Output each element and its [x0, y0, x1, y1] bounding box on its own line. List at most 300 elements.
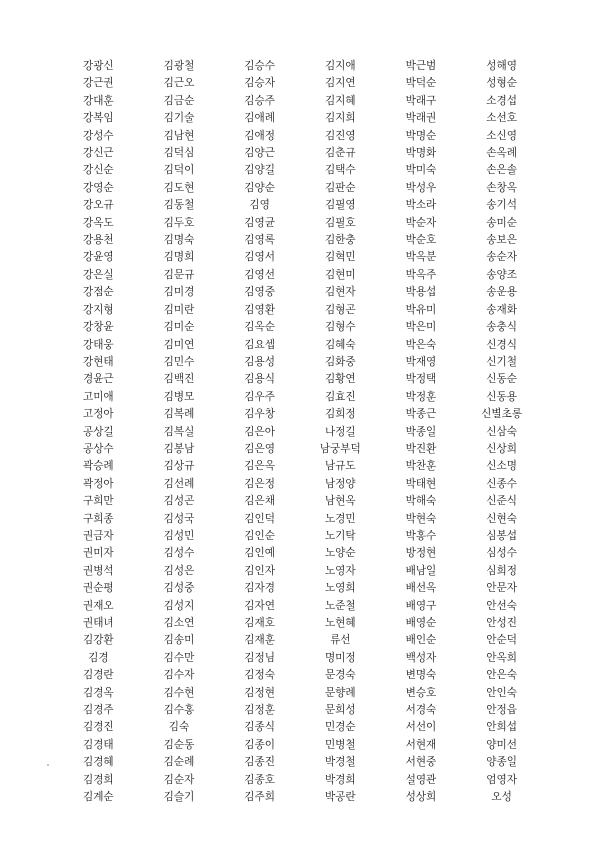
table-row [58, 58, 542, 75]
name-cell: 박용섭 [405, 286, 437, 299]
name-cell: 김은영 [244, 442, 275, 455]
name-cell: 김희정 [324, 408, 356, 421]
name-cell: 김선례 [163, 477, 195, 490]
name-cell: 김영균 [244, 216, 275, 229]
name-cell: 문희성 [324, 704, 356, 717]
name-cell: 김용성 [244, 355, 275, 368]
name-cell: 박경철 [324, 756, 356, 769]
name-cell: 소경섭 [486, 94, 517, 107]
name-cell: 김광철 [163, 60, 195, 72]
name-cell: 엄영자 [486, 773, 517, 786]
name-cell: 김순동 [163, 738, 195, 751]
name-cell: 서경숙 [405, 704, 437, 717]
name-cell: 김인자 [244, 564, 275, 577]
name-cell: 서현재 [405, 738, 437, 751]
name-cell: 박옥분 [405, 251, 437, 264]
name-cell: 김동철 [163, 199, 195, 212]
name-cell: 김요셉 [244, 338, 275, 351]
name-cell: 신현숙 [486, 512, 517, 525]
name-cell: 소신영 [486, 129, 517, 142]
name-cell: 박명순 [405, 129, 437, 142]
name-cell: 문경숙 [324, 669, 356, 682]
name-cell: 성형순 [486, 77, 517, 90]
table-row [58, 563, 542, 580]
name-cell: 김순례 [163, 756, 195, 769]
name-cell: 김정현 [244, 686, 275, 699]
table-row [58, 371, 542, 388]
name-cell: 손창옥 [486, 181, 517, 194]
name-cell: 박순호 [405, 234, 437, 247]
table-row [58, 754, 542, 771]
name-cell: 명미정 [324, 651, 356, 664]
name-cell: 김지애 [324, 60, 356, 72]
name-cell: 김명숙 [163, 234, 195, 247]
table-row [58, 441, 542, 458]
name-cell: 방정현 [405, 547, 437, 560]
name-cell: 민병철 [324, 738, 356, 751]
name-cell: 안문자 [486, 582, 517, 595]
table-row [58, 145, 542, 162]
name-cell: 김효진 [324, 390, 356, 403]
name-cell: 손은솔 [486, 164, 517, 177]
name-cell: 양종일 [486, 756, 517, 769]
name-cell: 김자경 [244, 582, 275, 595]
name-cell: 박옥주 [405, 268, 437, 281]
name-cell: 김성국 [163, 512, 195, 525]
name-cell: 김애정 [244, 129, 275, 142]
name-cell: 김은옥 [244, 460, 275, 473]
name-cell: 강창윤 [82, 321, 114, 334]
name-cell: 안정읍 [486, 704, 517, 717]
name-cell: 강태웅 [82, 338, 114, 351]
name-cell: 노준철 [324, 599, 356, 612]
name-cell: 박홍수 [405, 529, 437, 542]
table-row [58, 458, 542, 475]
name-cell: 박경희 [324, 773, 356, 786]
table-row [58, 789, 542, 806]
name-cell: 김정훈 [244, 704, 275, 717]
name-cell: 배영순 [405, 617, 437, 629]
name-cell: 구희종 [82, 512, 114, 525]
name-cell: 송미순 [486, 216, 517, 229]
name-cell: 남궁부덕 [319, 442, 361, 455]
name-cell: 박찬훈 [405, 460, 437, 473]
table-row [58, 476, 542, 493]
table-row [58, 650, 542, 667]
name-cell: 박재영 [405, 355, 437, 368]
name-cell: 김재훈 [244, 634, 275, 647]
name-cell: 김성민 [163, 529, 195, 542]
name-cell: 김수현 [163, 686, 195, 699]
name-cell: 강점순 [82, 286, 114, 299]
name-cell: 김은채 [244, 495, 275, 508]
name-cell: 김애례 [244, 112, 275, 125]
name-cell: 김경주 [82, 704, 114, 717]
name-cell: 김황연 [324, 373, 356, 386]
name-cell: 안옥희 [486, 651, 517, 664]
name-cell: 안선숙 [486, 599, 517, 612]
name-cell: 박유미 [405, 303, 437, 316]
name-cell: 신종수 [486, 477, 517, 490]
name-cell: 노현혜 [324, 617, 356, 629]
name-cell: 김두호 [163, 216, 195, 229]
name-list-table [58, 58, 542, 806]
name-cell: 박덕순 [405, 77, 437, 90]
name-cell: 김문규 [163, 268, 195, 281]
name-cell: 김성지 [163, 599, 195, 612]
name-cell: 김주희 [244, 791, 275, 804]
name-cell: 김종호 [244, 773, 275, 786]
name-cell: 김양근 [244, 147, 275, 160]
name-cell: 김송미 [163, 634, 195, 647]
name-cell: 박종일 [405, 425, 437, 438]
name-cell: 김수홍 [163, 704, 195, 717]
name-cell: 박래권 [405, 112, 437, 125]
name-cell: 고정아 [82, 408, 114, 421]
name-cell: 박근범 [405, 60, 437, 72]
name-cell: 김혁민 [324, 251, 356, 264]
name-cell: 김정숙 [244, 669, 275, 682]
name-cell: 배영구 [405, 599, 437, 612]
name-cell: 문향례 [324, 686, 356, 699]
name-cell: 경윤근 [82, 373, 114, 386]
name-cell: 신별초롱 [481, 408, 523, 421]
name-cell: 김슬기 [163, 791, 195, 804]
name-cell: 성해영 [486, 60, 517, 72]
name-cell: 신동순 [486, 373, 517, 386]
name-cell: 남정양 [324, 477, 356, 490]
name-cell: 김우주 [244, 390, 275, 403]
name-cell: 박소라 [405, 199, 437, 212]
name-cell: 배남일 [405, 564, 437, 577]
name-cell: 신경식 [486, 338, 517, 351]
name-list-body [58, 58, 542, 806]
name-cell: 김덕이 [163, 164, 195, 177]
name-cell: 백성자 [405, 651, 437, 664]
page-dot-mark [47, 764, 49, 766]
name-cell: 노영희 [324, 582, 356, 595]
name-cell: 김형곤 [324, 303, 356, 316]
name-cell: 김숙 [168, 721, 190, 734]
name-cell: 박해숙 [405, 495, 437, 508]
table-row [58, 354, 542, 371]
name-cell: 오성 [491, 791, 512, 804]
name-cell: 신준식 [486, 495, 517, 508]
name-cell: 노양순 [324, 547, 356, 560]
name-cell: 송충식 [486, 321, 517, 334]
name-cell: 김현미 [324, 268, 356, 281]
name-cell: 송운용 [486, 286, 517, 299]
name-cell: 신삼숙 [486, 425, 517, 438]
name-cell: 구희만 [82, 495, 114, 508]
table-row [58, 685, 542, 702]
name-cell: 김경희 [82, 773, 114, 786]
table-row [58, 632, 542, 649]
table-row [58, 319, 542, 336]
name-cell: 강은실 [82, 268, 114, 281]
name-cell: 강지형 [82, 303, 114, 316]
name-cell: 김종진 [244, 756, 275, 769]
table-row [58, 110, 542, 127]
name-cell: 김영록 [244, 234, 275, 247]
name-cell: 김승자 [244, 77, 275, 90]
name-cell: 김경옥 [82, 686, 114, 699]
name-cell: 김인순 [244, 529, 275, 542]
table-row [58, 93, 542, 110]
name-cell: 김지혜 [324, 94, 356, 107]
name-cell: 김용식 [244, 373, 275, 386]
name-cell: 송기석 [486, 199, 517, 212]
table-row [58, 424, 542, 441]
table-row [58, 545, 542, 562]
name-cell: 김백진 [163, 373, 195, 386]
name-cell: 배인순 [405, 634, 437, 647]
name-cell: 김계순 [82, 791, 114, 804]
name-cell: 강성수 [82, 129, 114, 142]
name-cell: 김미경 [163, 286, 195, 299]
name-cell: 고미애 [82, 390, 114, 403]
name-cell: 김화중 [324, 355, 356, 368]
name-cell: 신상희 [486, 442, 517, 455]
name-cell: 안은숙 [486, 669, 517, 682]
name-cell: 김강환 [82, 634, 114, 647]
name-cell: 김금순 [163, 94, 195, 107]
name-cell: 강복임 [82, 112, 114, 125]
name-cell: 강오규 [82, 199, 114, 212]
name-cell: 강용천 [82, 234, 114, 247]
table-row [58, 215, 542, 232]
table-row [58, 249, 542, 266]
name-cell: 배선옥 [405, 582, 437, 595]
name-cell: 강근권 [82, 77, 114, 90]
table-row [58, 267, 542, 284]
table-row [58, 702, 542, 719]
name-cell: 김은정 [244, 477, 275, 490]
name-cell: 권순평 [82, 582, 114, 595]
name-cell: 김수만 [163, 651, 195, 664]
name-cell: 김은아 [244, 425, 275, 438]
table-row [58, 511, 542, 528]
name-cell: 박정훈 [405, 390, 437, 403]
name-cell: 김민수 [163, 355, 195, 368]
name-cell: 김양순 [244, 181, 275, 194]
name-cell: 김재호 [244, 617, 275, 629]
name-cell: 김승수 [244, 60, 275, 72]
name-cell: 양미선 [486, 738, 517, 751]
name-cell: 김남현 [163, 129, 195, 142]
name-cell: 강대훈 [82, 94, 114, 107]
name-cell: 권병석 [82, 564, 114, 577]
name-cell: 김근오 [163, 77, 195, 90]
table-row [58, 528, 542, 545]
name-cell: 곽승례 [82, 460, 114, 473]
name-cell: 김형수 [324, 321, 356, 334]
name-cell: 박정택 [405, 373, 437, 386]
name-cell: 강신순 [82, 164, 114, 177]
name-cell: 김진영 [324, 129, 356, 142]
name-cell: 송재화 [486, 303, 517, 316]
table-row [58, 719, 542, 736]
name-cell: 김경 [88, 651, 109, 664]
name-cell: 김미란 [163, 303, 195, 316]
name-cell: 김성곤 [163, 495, 195, 508]
name-cell: 박은숙 [405, 338, 437, 351]
name-cell: 성상희 [405, 791, 437, 804]
name-cell: 민경순 [324, 721, 356, 734]
name-cell: 김영중 [244, 286, 275, 299]
table-row [58, 580, 542, 597]
name-cell: 송보은 [486, 234, 517, 247]
table-row [58, 389, 542, 406]
table-row [58, 615, 542, 632]
name-cell: 김덕심 [163, 147, 195, 160]
name-cell: 권미자 [82, 547, 114, 560]
name-cell: 김혜숙 [324, 338, 356, 351]
name-cell: 김지연 [324, 77, 356, 90]
name-cell: 변승호 [405, 686, 437, 699]
name-cell: 김복실 [163, 425, 195, 438]
name-cell: 김성수 [163, 547, 195, 560]
name-cell: 김인덕 [244, 512, 275, 525]
name-cell: 김도현 [163, 181, 195, 194]
name-cell: 김경란 [82, 669, 114, 682]
name-cell: 심성수 [486, 547, 517, 560]
name-cell: 안인숙 [486, 686, 517, 699]
name-cell: 권금자 [82, 529, 114, 542]
name-cell: 김성중 [163, 582, 195, 595]
table-row [58, 667, 542, 684]
table-row [58, 772, 542, 789]
name-cell: 김영 [249, 199, 270, 212]
table-row [58, 75, 542, 92]
name-cell: 김복례 [163, 408, 195, 421]
name-cell: 김춘규 [324, 147, 356, 160]
name-cell: 김지희 [324, 112, 356, 125]
table-row [58, 737, 542, 754]
name-cell: 안희섭 [486, 721, 517, 734]
name-cell: 노기탁 [324, 529, 356, 542]
name-cell: 나정길 [324, 425, 356, 438]
name-cell: 김필호 [324, 216, 356, 229]
name-cell: 김미순 [163, 321, 195, 334]
name-cell: 박순자 [405, 216, 437, 229]
name-cell: 김기술 [163, 112, 195, 125]
name-cell: 박현숙 [405, 512, 437, 525]
name-cell: 강현태 [82, 355, 114, 368]
name-cell: 노경민 [324, 512, 356, 525]
name-cell: 강신근 [82, 147, 114, 160]
name-cell: 김인예 [244, 547, 275, 560]
table-row [58, 284, 542, 301]
name-cell: 김수자 [163, 669, 195, 682]
name-cell: 김우창 [244, 408, 275, 421]
name-cell: 안순덕 [486, 634, 517, 647]
name-cell: 류선 [330, 634, 351, 647]
name-cell: 박성우 [405, 181, 437, 194]
name-cell: 김경혜 [82, 756, 114, 769]
name-cell: 김정님 [244, 651, 275, 664]
name-cell: 권태녀 [82, 617, 114, 629]
table-row [58, 337, 542, 354]
name-cell: 박래구 [405, 94, 437, 107]
table-row [58, 180, 542, 197]
name-cell: 신기철 [486, 355, 517, 368]
name-cell: 신소명 [486, 460, 517, 473]
name-cell: 박미숙 [405, 164, 437, 177]
name-cell: 곽정아 [82, 477, 114, 490]
name-cell: 강광신 [82, 60, 114, 72]
name-cell: 박종근 [405, 408, 437, 421]
name-cell: 송양조 [486, 268, 517, 281]
name-cell: 소선호 [486, 112, 517, 125]
table-row [58, 302, 542, 319]
name-cell: 김병모 [163, 390, 195, 403]
name-cell: 김영선 [244, 268, 275, 281]
name-cell: 손옥례 [486, 147, 517, 160]
name-cell: 김한충 [324, 234, 356, 247]
name-cell: 김경진 [82, 721, 114, 734]
table-row [58, 197, 542, 214]
name-cell: 김택수 [324, 164, 356, 177]
name-cell: 권재오 [82, 599, 114, 612]
name-cell: 서선이 [405, 721, 437, 734]
name-cell: 김미연 [163, 338, 195, 351]
name-cell: 강영순 [82, 181, 114, 194]
name-cell: 남현옥 [324, 495, 356, 508]
name-cell: 김승주 [244, 94, 275, 107]
name-cell: 심봉섭 [486, 529, 517, 542]
name-cell: 김종이 [244, 738, 275, 751]
name-cell: 박명화 [405, 147, 437, 160]
name-cell: 김명희 [163, 251, 195, 264]
table-row [58, 406, 542, 423]
name-cell: 노영자 [324, 564, 356, 577]
name-cell: 김상규 [163, 460, 195, 473]
name-cell: 김옥순 [244, 321, 275, 334]
name-cell: 김소연 [163, 617, 195, 629]
table-row [58, 128, 542, 145]
name-cell: 심희정 [486, 564, 517, 577]
name-cell: 김경태 [82, 738, 114, 751]
name-cell: 김자연 [244, 599, 275, 612]
table-row [58, 598, 542, 615]
name-cell: 설영관 [405, 773, 437, 786]
name-cell: 김영환 [244, 303, 275, 316]
name-cell: 신동용 [486, 390, 517, 403]
name-cell: 박태현 [405, 477, 437, 490]
name-cell: 김판순 [324, 181, 356, 194]
name-cell: 송순자 [486, 251, 517, 264]
name-cell: 안성진 [486, 617, 517, 629]
name-cell: 남규도 [324, 460, 356, 473]
name-cell: 김영서 [244, 251, 275, 264]
name-cell: 김양길 [244, 164, 275, 177]
name-cell: 공상길 [82, 425, 114, 438]
name-cell: 박공란 [324, 791, 356, 804]
name-cell: 강옥도 [82, 216, 114, 229]
name-cell: 변명숙 [405, 669, 437, 682]
name-cell: 김현자 [324, 286, 356, 299]
name-cell: 김종식 [244, 721, 275, 734]
name-cell: 강윤영 [82, 251, 114, 264]
name-cell: 김순자 [163, 773, 195, 786]
table-row [58, 162, 542, 179]
name-cell: 서현중 [405, 756, 437, 769]
name-cell: 박진환 [405, 442, 437, 455]
name-cell: 공상수 [82, 442, 114, 455]
name-cell: 김봉남 [163, 442, 195, 455]
name-cell: 김성은 [163, 564, 195, 577]
